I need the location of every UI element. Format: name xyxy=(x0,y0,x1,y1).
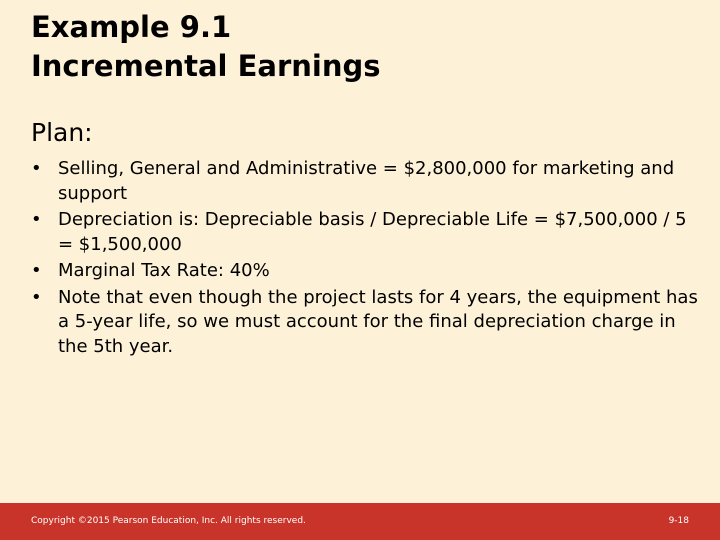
slide-title-line-2: Incremental Earnings xyxy=(31,49,381,83)
bullet-dot: • xyxy=(31,209,42,230)
bullet-text: Marginal Tax Rate: 40% xyxy=(58,260,270,281)
bullet-dot: • xyxy=(31,158,42,179)
bullet-text: Note that even though the project lasts for 4 years, the equipment has a 5-year life, so we must account for the final depreciation charge in the 5th year. xyxy=(58,286,698,357)
bullet-item xyxy=(31,259,701,284)
plan-heading: Plan: xyxy=(31,118,93,147)
bullet-dot: • xyxy=(31,286,42,308)
bullet-item xyxy=(31,208,701,257)
bullet-dot: • xyxy=(31,260,42,281)
bullet-item xyxy=(31,286,701,360)
bullet-text: Depreciation is: Depreciable basis / Depreciable Life = $7,500,000 / 5 = $1,500,000 xyxy=(58,209,687,255)
bullet-item xyxy=(31,157,701,206)
page-number: 9-18 xyxy=(668,516,689,526)
slide-title-line-1: Example 9.1 xyxy=(31,10,232,44)
copyright-notice: Copyright ©2015 Pearson Education, Inc. All rights reserved. xyxy=(31,516,306,526)
slide-title xyxy=(31,8,381,86)
bullet-list xyxy=(31,157,701,361)
footer-bar xyxy=(0,503,720,540)
bullet-text: Selling, General and Administrative = $2,800,000 for marketing and support xyxy=(58,158,675,204)
